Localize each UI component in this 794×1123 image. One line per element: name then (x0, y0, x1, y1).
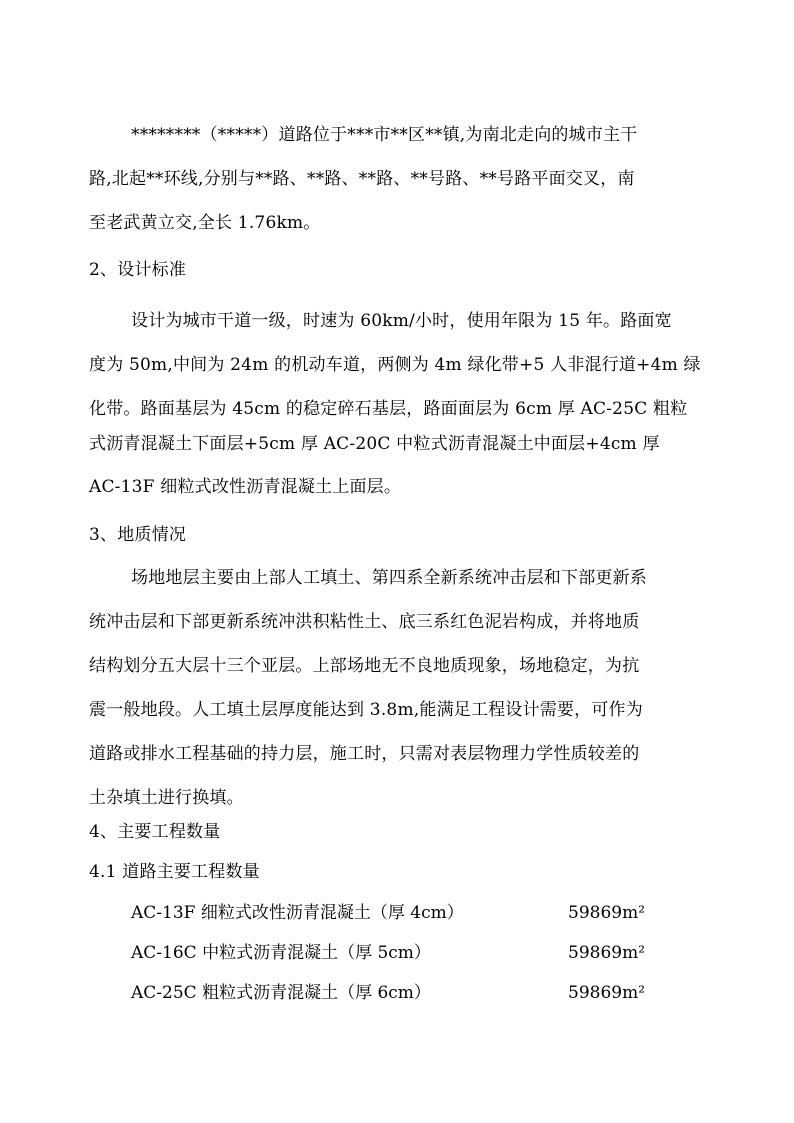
quantity-item-value: 59869m² (568, 983, 646, 1003)
intro-line: ********（*****）道路位于***市**区**镇,为南北走向的城市主干 (131, 125, 638, 145)
design-line: 化带。路面基层为 45cm 的稳定碎石基层，路面面层为 6cm 厚 AC-25C 粗粒 (89, 399, 688, 419)
quantity-row (0, 942, 794, 964)
quantity-item-name: AC-16C 中粒式沥青混凝土（厚 5cm） (131, 943, 431, 963)
quantity-item-name: AC-25C 粗粒式沥青混凝土（厚 6cm） (131, 983, 431, 1003)
quantity-row (0, 982, 794, 1004)
intro-line: 至老武黄立交,全长 1.76km。 (89, 213, 321, 233)
geology-line: 道路或排水工程基础的持力层，施工时，只需对表层物理力学性质较差的 (89, 744, 640, 764)
design-line: 式沥青混凝土下面层+5cm 厚 AC-20C 中粒式沥青混凝土中面层+4cm 厚 (89, 434, 660, 454)
subsection-heading-road-quantities: 4.1 道路主要工程数量 (89, 862, 260, 882)
quantity-item-name: AC-13F 细粒式改性沥青混凝土（厚 4cm） (131, 903, 464, 923)
geology-line: 结构划分五大层十三个亚层。上部场地无不良地质现象，场地稳定，为抗 (89, 656, 640, 676)
geology-line: 震一般地段。人工填土层厚度能达到 3.8m,能满足工程设计需要，可作为 (89, 700, 643, 720)
geology-line: 统冲击层和下部更新系统冲洪积粘性土、底三系红色泥岩构成，并将地质 (89, 612, 640, 632)
section-heading-quantities: 4、主要工程数量 (89, 822, 221, 842)
section-heading-design: 2、设计标准 (89, 260, 187, 280)
design-line: 设计为城市干道一级，时速为 60km/小时，使用年限为 15 年。路面宽 (131, 311, 672, 331)
quantity-item-value: 59869m² (568, 943, 646, 963)
quantity-row (0, 902, 794, 924)
design-line: 度为 50m,中间为 24m 的机动车道，两侧为 4m 绿化带+5 人非混行道+4m 绿 (89, 355, 701, 375)
quantity-item-value: 59869m² (568, 903, 646, 923)
design-line: AC-13F 细粒式改性沥青混凝土上面层。 (89, 477, 402, 497)
geology-line: 土杂填土进行换填。 (89, 788, 244, 808)
geology-line: 场地地层主要由上部人工填土、第四系全新系统冲击层和下部更新系 (131, 568, 647, 588)
section-heading-geology: 3、地质情况 (89, 525, 187, 545)
intro-line: 路,北起**环线,分别与**路、**路、**路、**号路、**号路平面交叉，南 (89, 169, 635, 189)
